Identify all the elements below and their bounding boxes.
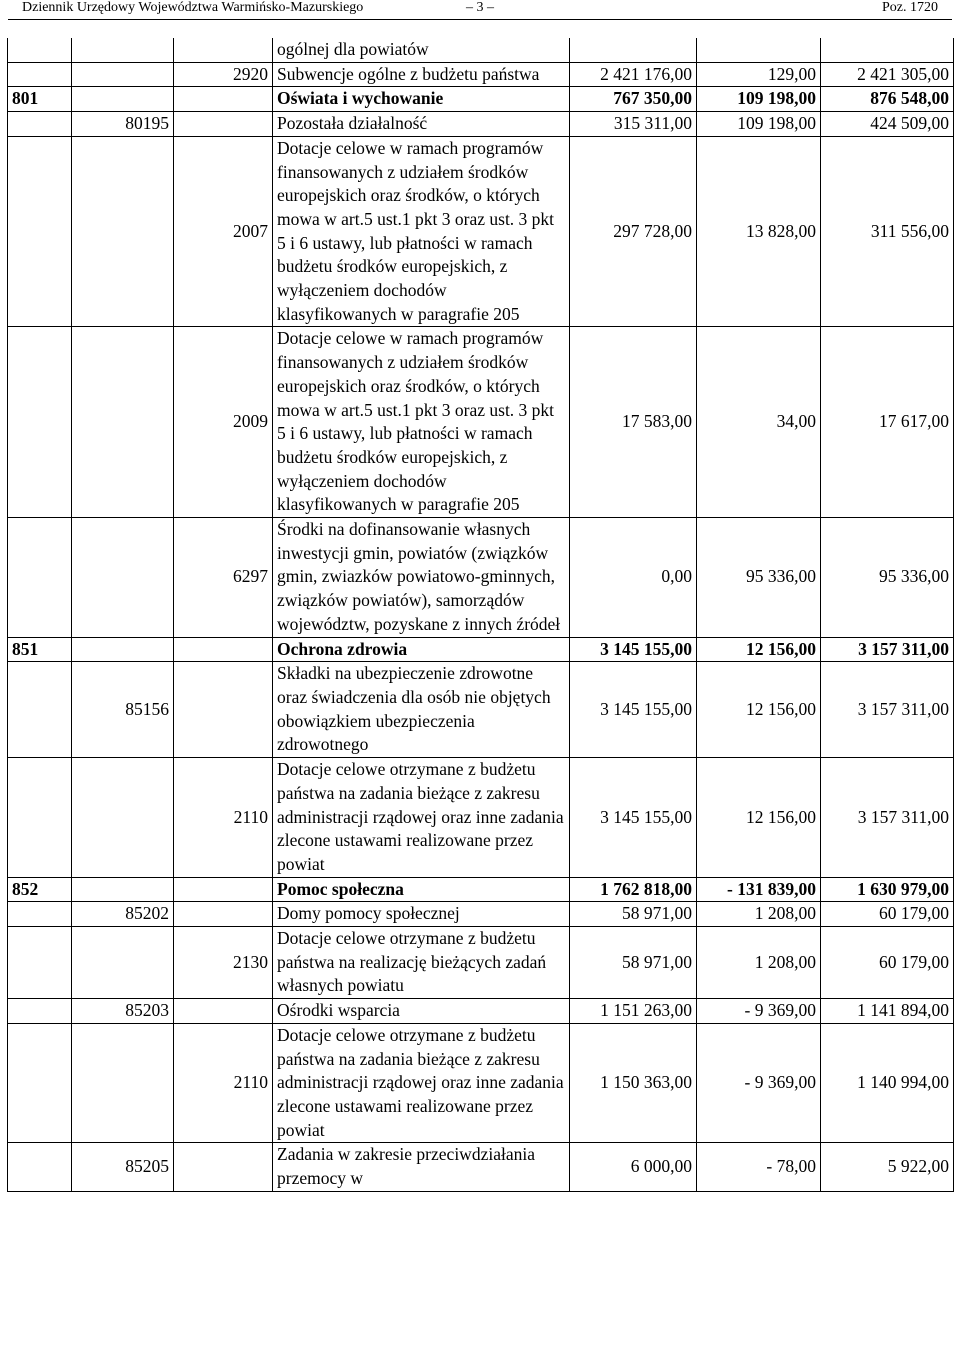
dzial-cell [8, 1143, 72, 1191]
table-row [8, 112, 954, 137]
paragraf-cell [174, 902, 273, 927]
amount-change-cell: 1 208,00 [697, 902, 821, 927]
dzial-cell [8, 902, 72, 927]
budget-table-body [8, 38, 954, 1191]
rozdzial-cell [72, 518, 174, 638]
name-cell: ogólnej dla powiatów [273, 38, 570, 62]
amount-change-cell: 95 336,00 [697, 518, 821, 638]
paragraf-cell [174, 112, 273, 137]
amount-after-cell [821, 38, 954, 62]
amount-before-cell: 3 145 155,00 [570, 637, 697, 662]
amount-before-cell: 17 583,00 [570, 327, 697, 518]
amount-after-cell: 2 421 305,00 [821, 62, 954, 87]
name-cell: Pozostała działalność [273, 112, 570, 137]
rozdzial-cell: 80195 [72, 112, 174, 137]
table-row [8, 62, 954, 87]
name-cell: Dotacje celowe w ramach programów finansowanych z udziałem środków europejskich oraz środków, o których mowa w art.5 ust.1 pkt 3 oraz ust. 3 pkt 5 i 6 ustawy, lub płatności w ramach budżetu środków europejskich, z wyłączeniem dochodów klasyfikowanych w paragrafie 205 [273, 136, 570, 327]
amount-before-cell: 1 762 818,00 [570, 877, 697, 902]
amount-change-cell: 13 828,00 [697, 136, 821, 327]
amount-before-cell: 0,00 [570, 518, 697, 638]
amount-after-cell: 60 179,00 [821, 927, 954, 999]
name-cell: Pomoc społeczna [273, 877, 570, 902]
table-row [8, 38, 954, 62]
amount-after-cell: 311 556,00 [821, 136, 954, 327]
table-row [8, 327, 954, 518]
amount-before-cell [570, 38, 697, 62]
name-cell: Zadania w zakresie przeciwdziałania przemocy w [273, 1143, 570, 1191]
dzial-cell: 852 [8, 877, 72, 902]
amount-after-cell: 3 157 311,00 [821, 758, 954, 878]
paragraf-cell: 6297 [174, 518, 273, 638]
amount-change-cell: 109 198,00 [697, 87, 821, 112]
rozdzial-cell: 85203 [72, 999, 174, 1024]
amount-change-cell: 12 156,00 [697, 662, 821, 758]
budget-table [7, 38, 954, 1192]
page-header [0, 0, 960, 20]
amount-after-cell: 1 140 994,00 [821, 1023, 954, 1143]
paragraf-cell [174, 877, 273, 902]
rozdzial-cell [72, 87, 174, 112]
name-cell: Ochrona zdrowia [273, 637, 570, 662]
rozdzial-cell [72, 1023, 174, 1143]
name-cell: Dotacje celowe otrzymane z budżetu państwa na zadania bieżące z zakresu administracji rządowej oraz inne zadania zlecone ustawami realizowane przez powiat [273, 1023, 570, 1143]
amount-after-cell: 1 630 979,00 [821, 877, 954, 902]
amount-change-cell [697, 38, 821, 62]
amount-after-cell: 876 548,00 [821, 87, 954, 112]
amount-after-cell: 60 179,00 [821, 902, 954, 927]
amount-before-cell: 297 728,00 [570, 136, 697, 327]
amount-before-cell: 3 145 155,00 [570, 758, 697, 878]
amount-change-cell: - 131 839,00 [697, 877, 821, 902]
amount-change-cell: 12 156,00 [697, 758, 821, 878]
paragraf-cell [174, 87, 273, 112]
paragraf-cell: 2110 [174, 758, 273, 878]
header-rule [8, 19, 952, 20]
dzial-cell [8, 38, 72, 62]
amount-before-cell: 2 421 176,00 [570, 62, 697, 87]
name-cell: Dotacje celowe otrzymane z budżetu państwa na realizację bieżących zadań własnych powiatu [273, 927, 570, 999]
paragraf-cell [174, 38, 273, 62]
rozdzial-cell [72, 637, 174, 662]
dzial-cell [8, 62, 72, 87]
name-cell: Dotacje celowe w ramach programów finansowanych z udziałem środków europejskich oraz środków, o których mowa w art.5 ust.1 pkt 3 oraz ust. 3 pkt 5 i 6 ustawy, lub płatności w ramach budżetu środków europejskich, z wyłączeniem dochodów klasyfikowanych w paragrafie 205 [273, 327, 570, 518]
rozdzial-cell [72, 38, 174, 62]
journal-title: Dziennik Urzędowy Województwa Warmińsko-Mazurskiego [22, 0, 364, 15]
amount-after-cell: 17 617,00 [821, 327, 954, 518]
amount-after-cell: 1 141 894,00 [821, 999, 954, 1024]
dzial-cell [8, 999, 72, 1024]
rozdzial-cell: 85205 [72, 1143, 174, 1191]
amount-after-cell: 3 157 311,00 [821, 662, 954, 758]
name-cell: Środki na dofinansowanie własnych inwestycji gmin, powiatów (związków gmin, zwiazków powiatowo-gminnych, związków powiatów), samorządów województw, pozyskane z innych źródeł [273, 518, 570, 638]
dzial-cell [8, 327, 72, 518]
paragraf-cell [174, 637, 273, 662]
dzial-cell [8, 927, 72, 999]
paragraf-cell [174, 662, 273, 758]
table-row [8, 902, 954, 927]
dzial-cell [8, 758, 72, 878]
table-row [8, 136, 954, 327]
amount-change-cell: 1 208,00 [697, 927, 821, 999]
rozdzial-cell [72, 327, 174, 518]
table-row [8, 518, 954, 638]
amount-before-cell: 1 151 263,00 [570, 999, 697, 1024]
amount-before-cell: 3 145 155,00 [570, 662, 697, 758]
name-cell: Dotacje celowe otrzymane z budżetu państwa na zadania bieżące z zakresu administracji rządowej oraz inne zadania zlecone ustawami realizowane przez powiat [273, 758, 570, 878]
amount-before-cell: 6 000,00 [570, 1143, 697, 1191]
table-row [8, 637, 954, 662]
table-row [8, 758, 954, 878]
table-row [8, 662, 954, 758]
table-row [8, 1143, 954, 1191]
amount-change-cell: - 9 369,00 [697, 999, 821, 1024]
amount-after-cell: 5 922,00 [821, 1143, 954, 1191]
amount-before-cell: 58 971,00 [570, 927, 697, 999]
name-cell: Domy pomocy społecznej [273, 902, 570, 927]
dzial-cell [8, 518, 72, 638]
amount-before-cell: 1 150 363,00 [570, 1023, 697, 1143]
amount-change-cell: - 78,00 [697, 1143, 821, 1191]
rozdzial-cell [72, 758, 174, 878]
name-cell: Subwencje ogólne z budżetu państwa [273, 62, 570, 87]
page-number: – 3 – [466, 0, 494, 15]
dzial-cell: 801 [8, 87, 72, 112]
paragraf-cell [174, 999, 273, 1024]
rozdzial-cell [72, 62, 174, 87]
table-row [8, 87, 954, 112]
name-cell: Ośrodki wsparcia [273, 999, 570, 1024]
table-row [8, 877, 954, 902]
amount-before-cell: 767 350,00 [570, 87, 697, 112]
amount-after-cell: 95 336,00 [821, 518, 954, 638]
amount-change-cell: 129,00 [697, 62, 821, 87]
table-row [8, 999, 954, 1024]
paragraf-cell: 2009 [174, 327, 273, 518]
amount-before-cell: 58 971,00 [570, 902, 697, 927]
paragraf-cell: 2920 [174, 62, 273, 87]
table-row [8, 927, 954, 999]
amount-after-cell: 424 509,00 [821, 112, 954, 137]
amount-change-cell: 109 198,00 [697, 112, 821, 137]
rozdzial-cell: 85202 [72, 902, 174, 927]
amount-change-cell: 34,00 [697, 327, 821, 518]
paragraf-cell [174, 1143, 273, 1191]
dzial-cell [8, 662, 72, 758]
dzial-cell [8, 1023, 72, 1143]
dzial-cell: 851 [8, 637, 72, 662]
amount-change-cell: - 9 369,00 [697, 1023, 821, 1143]
paragraf-cell: 2130 [174, 927, 273, 999]
amount-before-cell: 315 311,00 [570, 112, 697, 137]
rozdzial-cell [72, 136, 174, 327]
dzial-cell [8, 112, 72, 137]
name-cell: Oświata i wychowanie [273, 87, 570, 112]
dzial-cell [8, 136, 72, 327]
amount-after-cell: 3 157 311,00 [821, 637, 954, 662]
rozdzial-cell [72, 927, 174, 999]
rozdzial-cell: 85156 [72, 662, 174, 758]
rozdzial-cell [72, 877, 174, 902]
paragraf-cell: 2007 [174, 136, 273, 327]
paragraf-cell: 2110 [174, 1023, 273, 1143]
table-row [8, 1023, 954, 1143]
name-cell: Składki na ubezpieczenie zdrowotne oraz świadczenia dla osób nie objętych obowiązkiem ubezpieczenia zdrowotnego [273, 662, 570, 758]
position-number: Poz. 1720 [882, 0, 938, 15]
amount-change-cell: 12 156,00 [697, 637, 821, 662]
